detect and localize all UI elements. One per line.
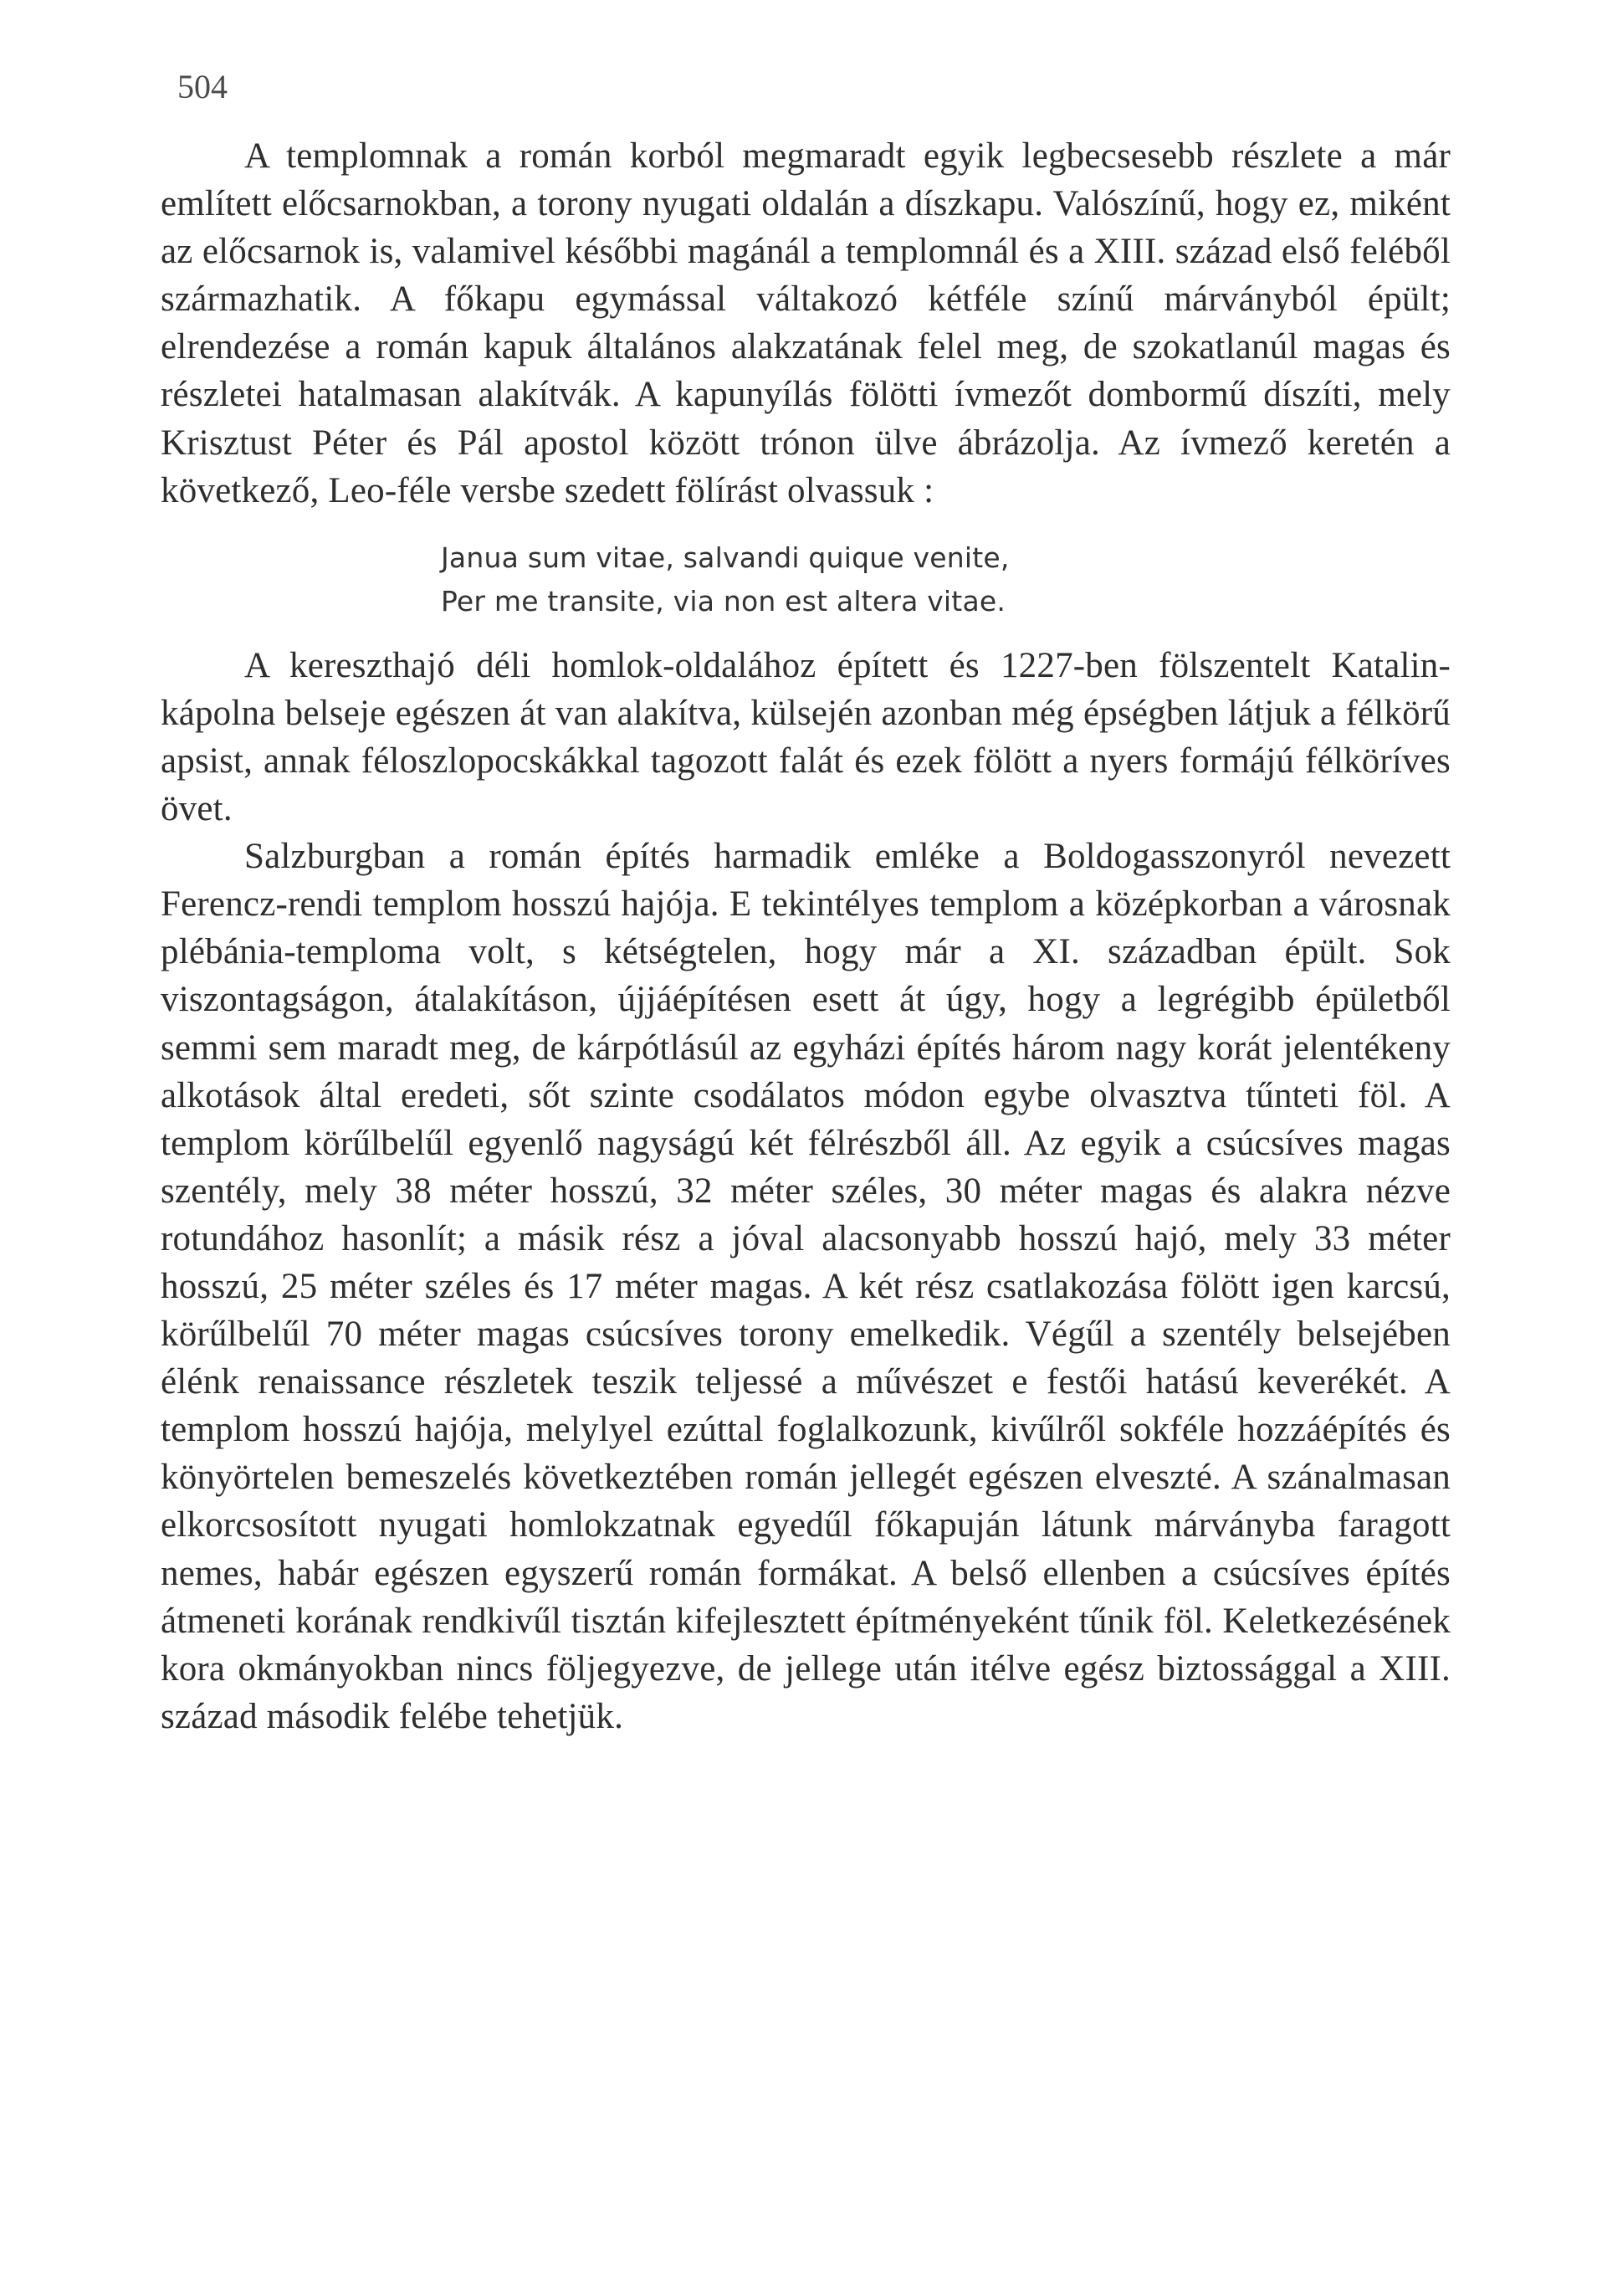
inscription-line-2: Per me transite, via non est altera vitae. xyxy=(441,584,1006,618)
latin-inscription xyxy=(161,536,1451,623)
page-number: 504 xyxy=(177,68,228,105)
body-text xyxy=(161,132,1451,1740)
inscription-line-1: Janua sum vitae, salvandi quique venite, xyxy=(441,541,1010,574)
paragraph-katalin-chapel: A kereszthajó déli homlok-oldalához épített és 1227-ben fölszentelt Katalin-kápolna belseje egészen át van alakítva, külsején azonban még épségben látjuk a félkörű apsist, annak féloszlopocskákkal tagozott falát és ezek fölött a nyers formájú félköríves övet. xyxy=(161,645,1451,829)
paragraph-portal-description: A templomnak a román korból megmaradt egyik legbecsesebb részlete a már említett előcsarnokban, a torony nyugati oldalán a díszkapu. Valószínű, hogy ez, miként az előcsarnok is, valamivel későbbi magánál a templomnál és a XIII. század első feléből származhatik. A főkapu egymással váltakozó kétféle színű márványból épült; elrendezése a román kapuk általános alakzatának felel meg, de szokatlanúl magas és részletei hatalmasan alakítvák. A kapunyílás fölötti ívmezőt dombormű díszíti, mely Krisztust Péter és Pál apostol között trónon ülve ábrázolja. Az ívmező keretén a következő, Leo-féle versbe szedett fölírást olvassuk : xyxy=(161,136,1451,510)
paragraph-franciscan-church: Salzburgban a román építés harmadik emléke a Boldogasszonyról nevezett Ferencz-rendi templom hosszú hajója. E tekintélyes templom a középkorban a városnak plébánia-temploma volt, s kétségtelen, hogy már a XI. században épült. Sok viszontagságon, átalakításon, újjáépítésen esett át úgy, hogy a legrégibb épületből semmi sem maradt meg, de kárpótlásúl az egyházi építés három nagy korát jelentékeny alkotások által eredeti, sőt szinte csodálatos módon egybe olvasztva tűnteti föl. A templom körűlbelűl egyenlő nagyságú két félrészből áll. Az egyik a csúcsíves magas szentély, mely 38 méter hosszú, 32 méter széles, 30 méter magas és alakra nézve rotundához hasonlít; a másik rész a jóval alacsonyabb hosszú hajó, mely 33 méter hosszú, 25 méter széles és 17 méter magas. A két rész csatlakozása fölött igen karcsú, körűlbelűl 70 méter magas csúcsíves torony emelkedik. Végűl a szentély belsejében élénk renaissance részletek teszik teljessé a művészet e festői hatású keverékét. A templom hosszú hajója, melylyel ezúttal foglalkozunk, kivűlről sokféle hozzáépítés és könyörtelen bemeszelés következtében román jellegét egészen elveszté. A szánalmasan elkorcsosított nyugati homlokzatnak egyedűl főkapuján látunk márványba faragott nemes, habár egészen egyszerű román formákat. A belső ellenben a csúcsíves építés átmeneti korának rendkivűl tisztán kifejlesztett építményeként tűnik föl. Keletkezésének kora okmányokban nincs följegyezve, de jellege után itélve egész biztossággal a XIII. század második felébe tehetjük. xyxy=(161,837,1451,1736)
